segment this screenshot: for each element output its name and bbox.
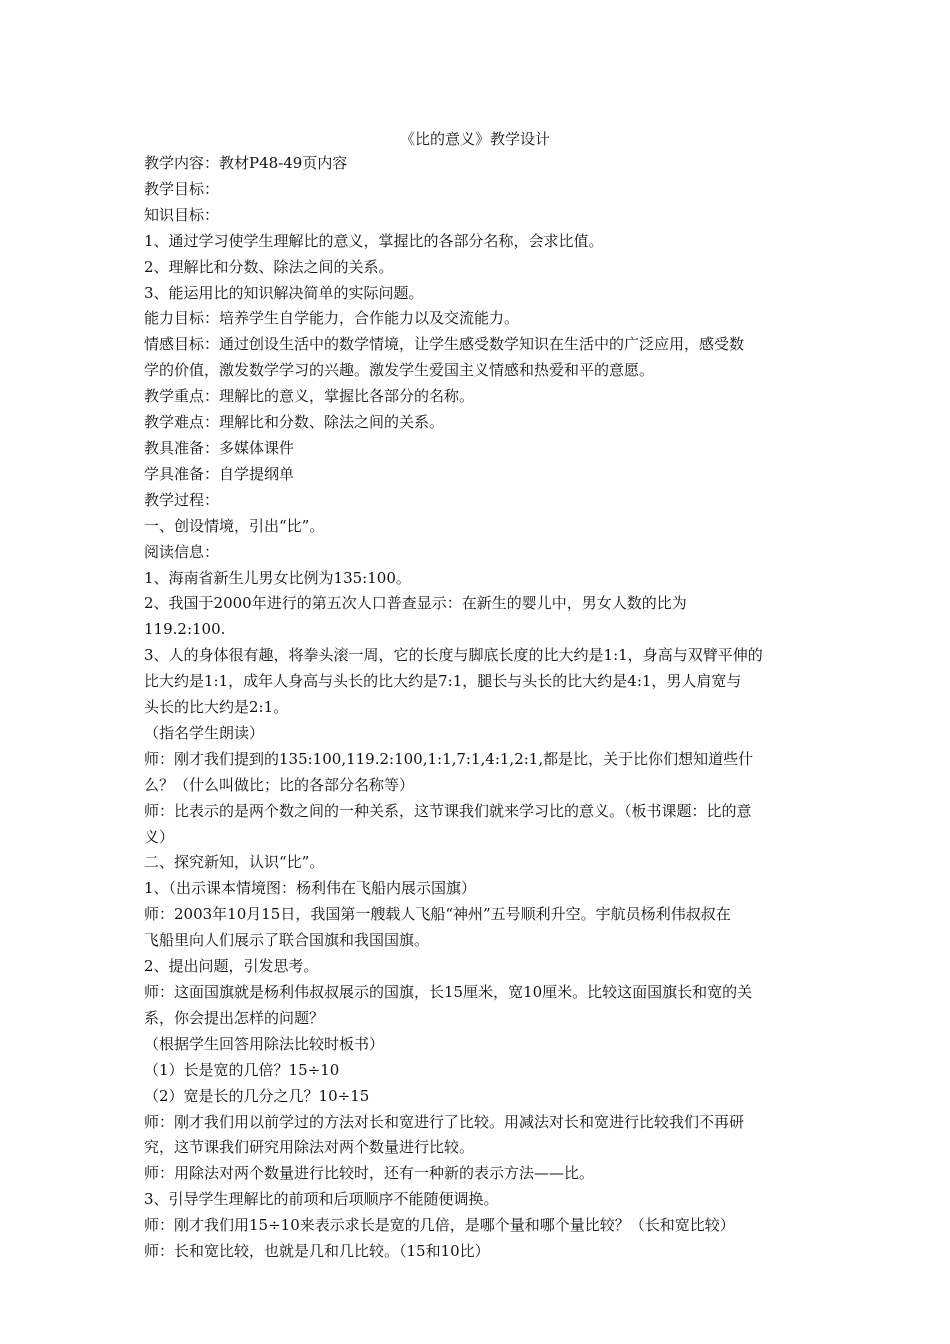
text-line: 119.2:100. xyxy=(144,620,226,639)
text-line: 义） xyxy=(144,827,175,846)
document-title: 《比的意义》教学设计 xyxy=(399,130,550,148)
text-line: 头长的比大约是2:1。 xyxy=(144,698,289,717)
text-line: （根据学生回答用除法比较时板书） xyxy=(144,1034,385,1053)
text-line: 师：长和宽比较，也就是几和几比较。（15和10比） xyxy=(144,1242,490,1261)
text-line: 1、（出示课本情境图：杨利伟在飞船内展示国旗） xyxy=(144,879,477,898)
text-line: 么？（什么叫做比；比的各部分名称等） xyxy=(144,775,415,794)
text-line: 3、引导学生理解比的前项和后项顺序不能随便调换。 xyxy=(144,1190,499,1209)
text-line: 一、创设情境，引出“比”。 xyxy=(144,516,325,535)
text-line: （指名学生朗读） xyxy=(144,723,265,742)
text-line: 能力目标：培养学生自学能力，合作能力以及交流能力。 xyxy=(144,309,520,328)
text-line: 二、探究新知，认识“比”。 xyxy=(144,853,325,872)
text-line: 教学目标： xyxy=(144,179,220,198)
text-line: 教学难点：理解比和分数、除法之间的关系。 xyxy=(144,413,445,432)
text-line: 究，这节课我们研究用除法对两个数量进行比较。 xyxy=(144,1138,475,1157)
text-line: 师：刚才我们提到的135:100,119.2:100,1:1,7:1,4:1,2:1,都是比，关于比你们想知道些什 xyxy=(144,749,754,768)
text-line: 教学重点：理解比的意义，掌握比各部分的名称。 xyxy=(144,387,475,406)
text-line: 情感目标：通过创设生活中的数学情境，让学生感受数学知识在生活中的广泛应用，感受数 xyxy=(144,335,745,354)
text-line: 2、提出问题，引发思考。 xyxy=(144,957,319,976)
text-line: 比大约是1:1，成年人身高与头长的比大约是7:1，腿长与头长的比大约是4:1，男人肩宽与 xyxy=(144,672,742,691)
text-line: 1、海南省新生儿男女比例为135:100。 xyxy=(144,568,411,587)
text-line: 师：刚才我们用以前学过的方法对长和宽进行了比较。用减法对长和宽进行比较我们不再研 xyxy=(144,1112,745,1131)
text-line: 学具准备：自学提纲单 xyxy=(144,464,295,483)
text-line: 阅读信息： xyxy=(144,542,220,561)
text-line: 师：比表示的是两个数之间的一种关系，这节课我们就来学习比的意义。（板书课题：比的意 xyxy=(144,801,752,820)
text-line: （1）长是宽的几倍？15÷10 xyxy=(144,1060,340,1079)
text-line: 教具准备：多媒体课件 xyxy=(144,438,295,457)
text-line: 3、人的身体很有趣，将拳头滚一周，它的长度与脚底长度的比大约是1:1，身高与双臂平伸的 xyxy=(144,646,763,665)
text-line: 学的价值，激发数学学习的兴趣。激发学生爱国主义情感和热爱和平的意愿。 xyxy=(144,361,655,380)
text-line: 2、理解比和分数、除法之间的关系。 xyxy=(144,257,394,276)
text-line: 师：刚才我们用15÷10来表示求长是宽的几倍，是哪个量和哪个量比较？（长和宽比较） xyxy=(144,1216,735,1235)
document-body xyxy=(144,151,810,1265)
text-line: 知识目标： xyxy=(144,205,220,224)
text-line: 1、通过学习使学生理解比的意义，掌握比的各部分名称，会求比值。 xyxy=(144,231,604,250)
text-line: 2、我国于2000年进行的第五次人口普查显示：在新生的婴儿中，男女人数的比为 xyxy=(144,594,687,613)
text-line: 师：这面国旗就是杨利伟叔叔展示的国旗，长15厘米，宽10厘米。比较这面国旗长和宽的关 xyxy=(144,983,753,1001)
text-line: 教学内容：教材P48-49页内容 xyxy=(144,154,348,172)
text-line: 教学过程： xyxy=(144,490,220,509)
text-line: 师：用除法对两个数量进行比较时，还有一种新的表示方法——比。 xyxy=(144,1164,595,1183)
text-line: 系，你会提出怎样的问题？ xyxy=(144,1008,325,1027)
text-line: （2）宽是长的几分之几？10÷15 xyxy=(144,1086,370,1105)
text-line: 3、能运用比的知识解决简单的实际问题。 xyxy=(144,283,424,302)
text-line: 飞船里向人们展示了联合国旗和我国国旗。 xyxy=(144,931,430,950)
text-line: 师：2003年10月15日，我国第一艘载人飞船“神州”五号顺利升空。宇航员杨利伟叔叔在 xyxy=(144,905,731,924)
